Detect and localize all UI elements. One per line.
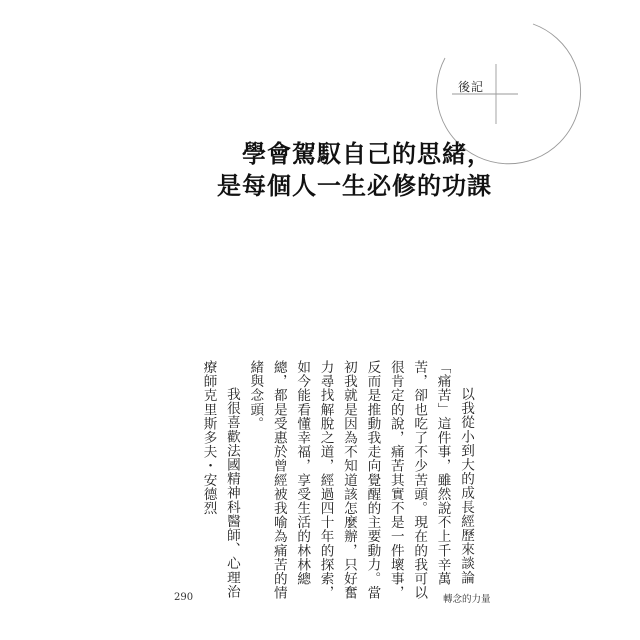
running-title: 轉念的力量 [443, 594, 491, 605]
body-text [196, 360, 477, 600]
body-paragraph-1: 以我從小到大的成長經歷來談論「痛苦」這件事，雖然說不上千辛萬苦，卻也吃了不少苦頭。現在的我可以很肯定的說，痛苦其實不是一件壞事，反而是推動我走向覺醒的主要動力。當初我就是因為不知道該怎麼辦，只好奮力尋找解脫之道，經過四十年的探索，如今能看懂幸福，享受生活的林林總總，都是受惠於曾經被我喻為痛苦的情緒與念頭。 [247, 360, 474, 600]
chapter-title-line-2: 是每個人一生必修的功課 [217, 171, 492, 200]
section-label: 後記 [458, 80, 485, 94]
page-number: 290 [174, 592, 194, 603]
body-paragraph-2: 我很喜歡法國精神科醫師、心理治療師克里斯多夫・安德烈 [200, 360, 240, 599]
chapter-title-line-1: 學會駕馭自己的思緒， [242, 139, 492, 168]
